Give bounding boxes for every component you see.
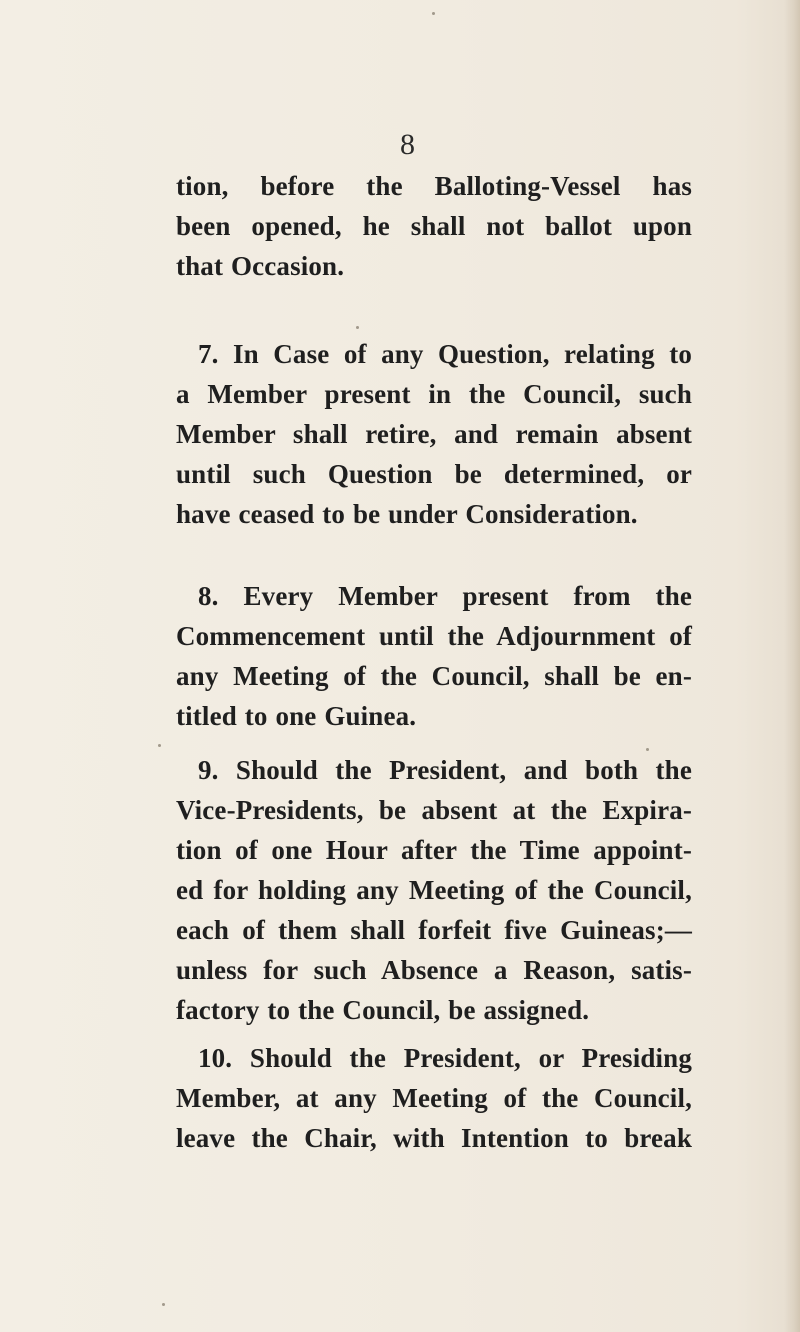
text-line: been opened, he shall not ballot upon: [176, 211, 692, 241]
paper-speck: [158, 744, 161, 747]
text-line: tion, before the Balloting-Vessel has: [176, 171, 692, 201]
text-line: ed for holding any Meeting of the Council,: [176, 875, 692, 905]
text-line: Vice-Presidents, be absent at the Expira-: [176, 795, 692, 825]
text-line: Member shall retire, and remain absent: [176, 419, 692, 449]
text-line: 8. Every Member present from the: [198, 581, 692, 611]
text-line: 7. In Case of any Question, relating to: [198, 339, 692, 369]
text-line: factory to the Council, be assigned.: [176, 995, 590, 1025]
text-line: Commencement until the Adjournment of: [176, 621, 692, 651]
text-line: until such Question be determined, or: [176, 459, 692, 489]
text-line: tion of one Hour after the Time appoint-: [176, 835, 692, 865]
text-line: 9. Should the President, and both the: [198, 755, 692, 785]
paper-speck: [356, 326, 359, 329]
paper-speck: [646, 748, 649, 751]
text-line: 10. Should the President, or Presiding: [198, 1043, 692, 1073]
page-number: 8: [400, 128, 415, 161]
page-edge-shadow: [784, 0, 800, 1332]
text-line: have ceased to be under Consideration.: [176, 499, 638, 529]
text-line: each of them shall forfeit five Guineas;—: [176, 915, 692, 945]
text-line: a Member present in the Council, such: [176, 379, 692, 409]
text-line: unless for such Absence a Reason, satis-: [176, 955, 692, 985]
text-line: titled to one Guinea.: [176, 701, 417, 731]
paper-speck: [162, 1303, 165, 1306]
text-line: any Meeting of the Council, shall be en-: [176, 661, 692, 691]
text-line: Member, at any Meeting of the Council,: [176, 1083, 692, 1113]
paper-speck: [432, 12, 435, 15]
text-line: leave the Chair, with Intention to break: [176, 1123, 692, 1153]
text-line: that Occasion.: [176, 251, 345, 281]
